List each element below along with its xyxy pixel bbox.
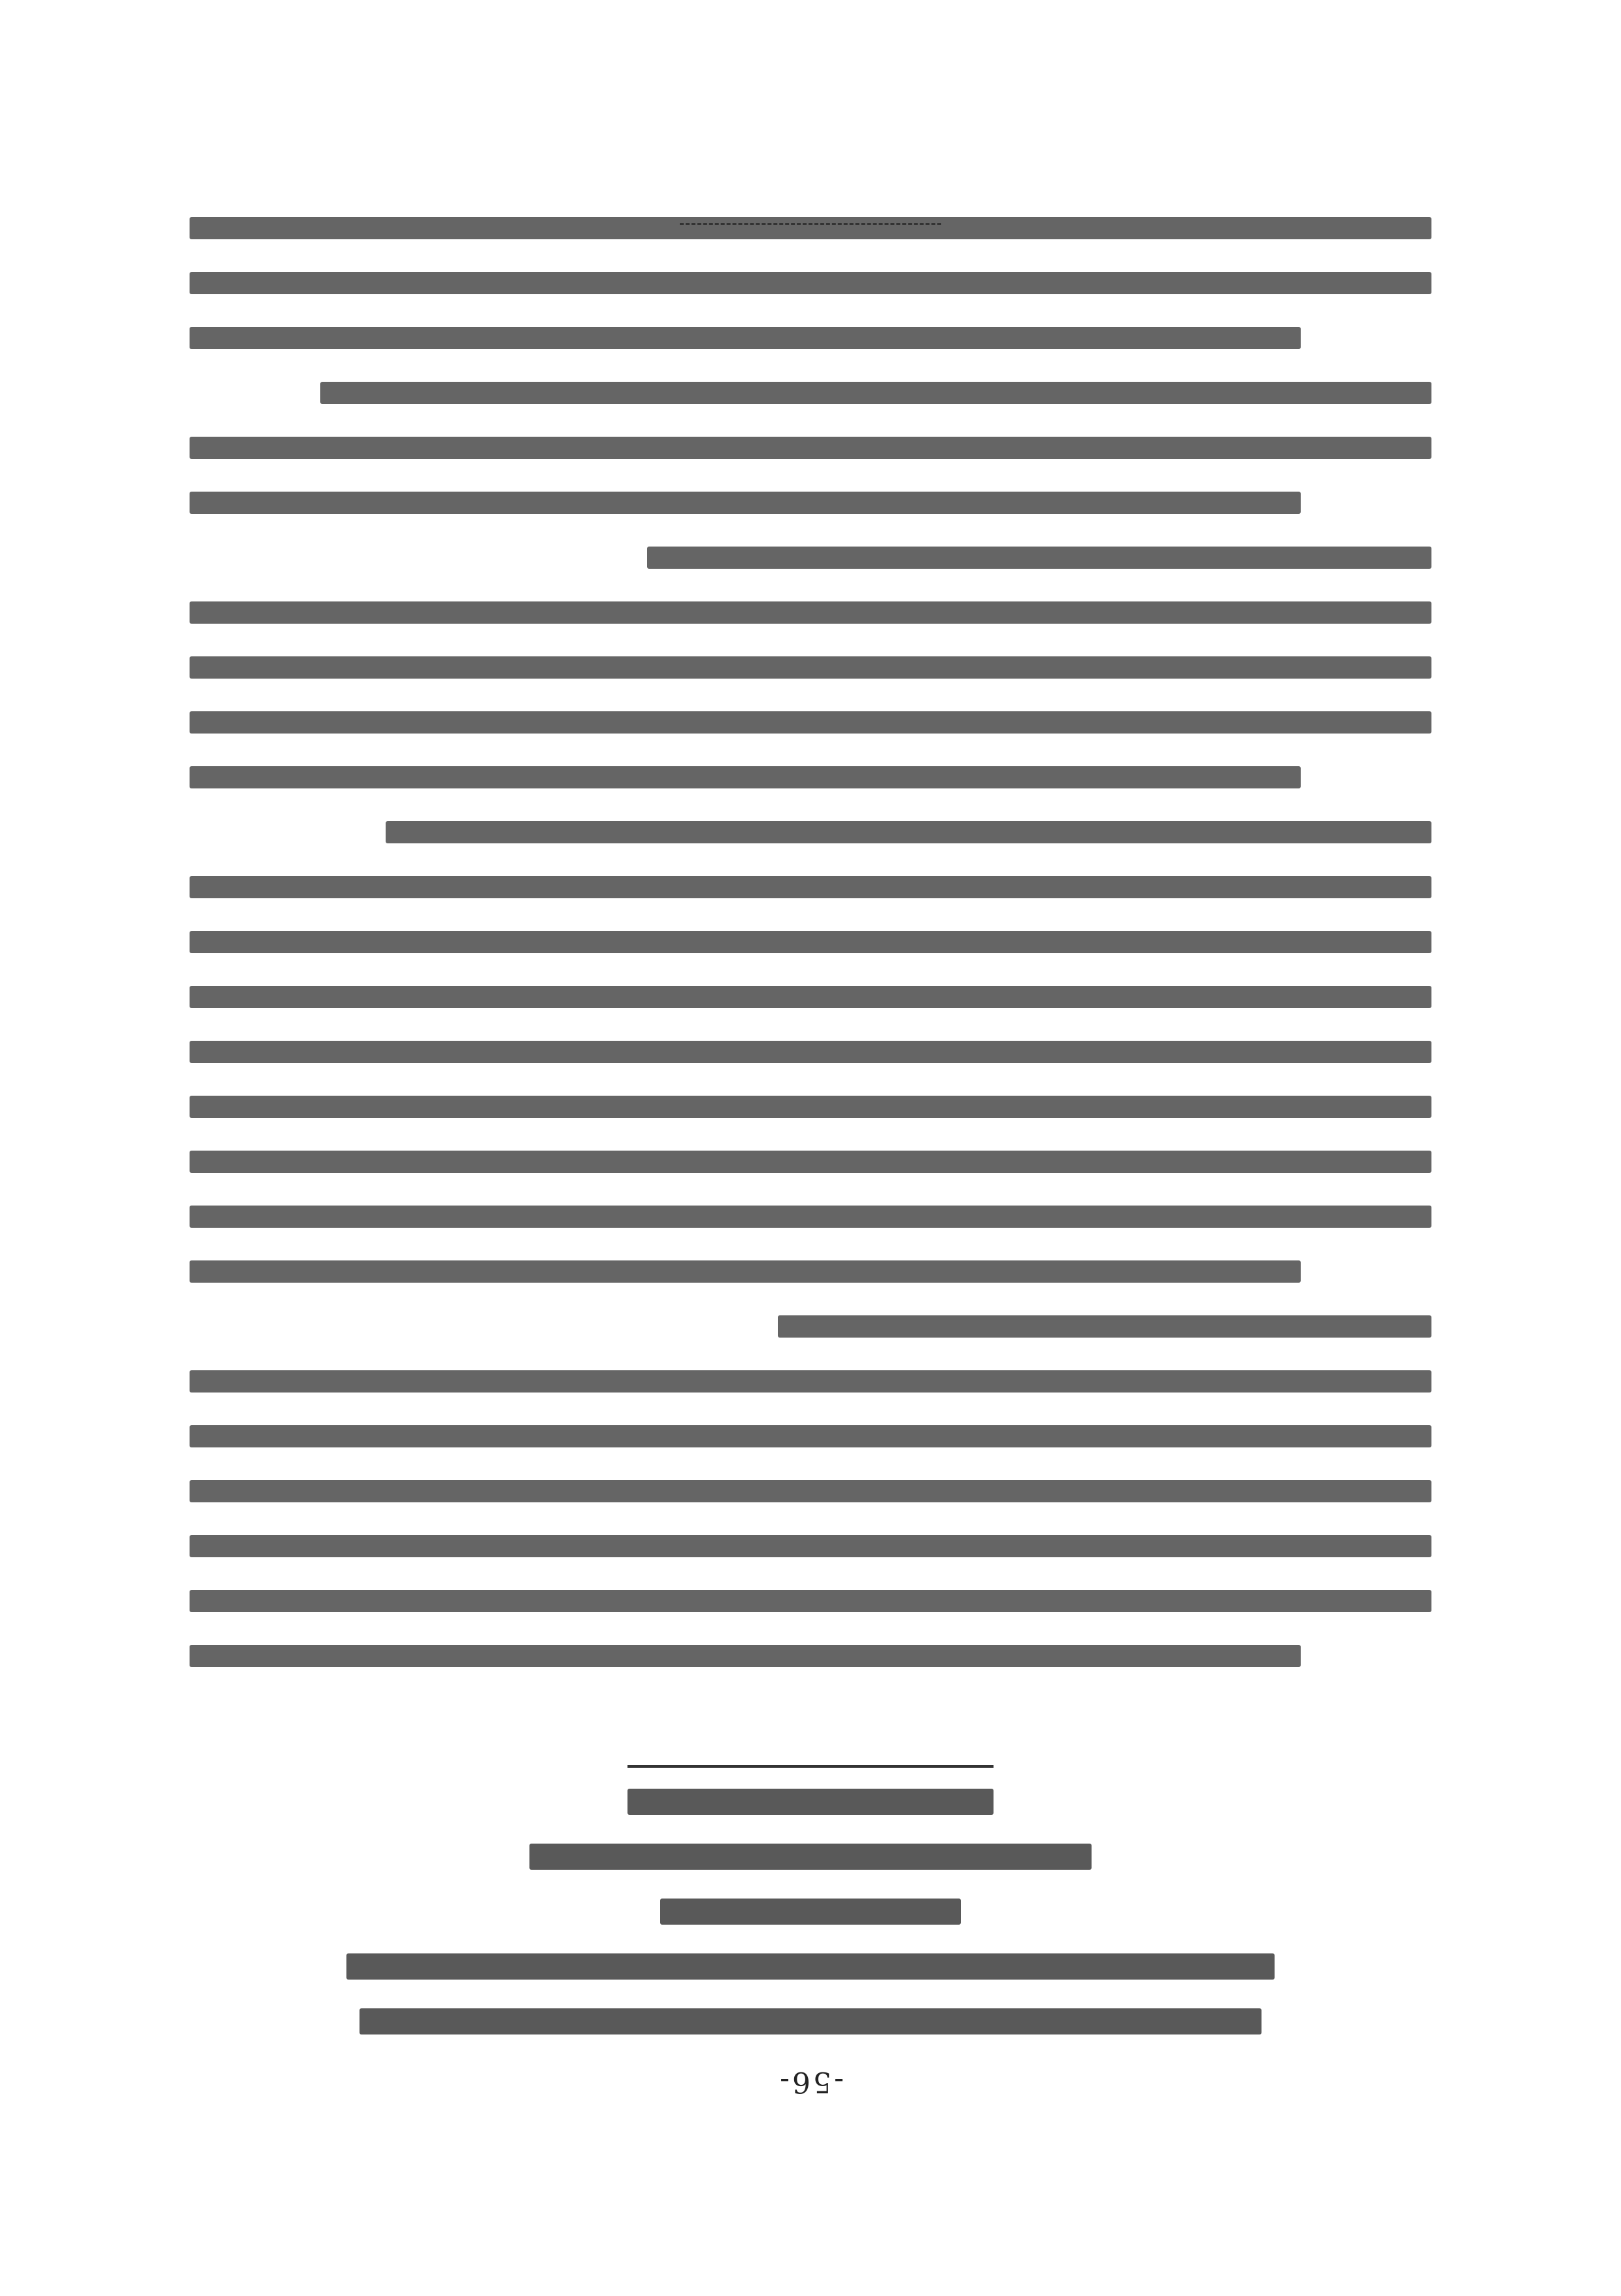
paragraph [190,211,1431,357]
title-divider [627,1765,994,1768]
title-block [209,1765,1412,2042]
title-line [209,1892,1412,1933]
paragraph [190,540,1431,796]
title-line [209,1782,1412,1823]
title-line [209,1947,1412,1987]
title-line [209,2002,1412,2042]
body-text [190,192,1431,1675]
page-number: -56- [777,2065,844,2099]
paragraph [190,375,1431,522]
paragraph [190,1309,1431,1675]
title-line [209,1837,1412,1878]
paragraph [190,815,1431,1291]
closing-divider [680,223,941,225]
